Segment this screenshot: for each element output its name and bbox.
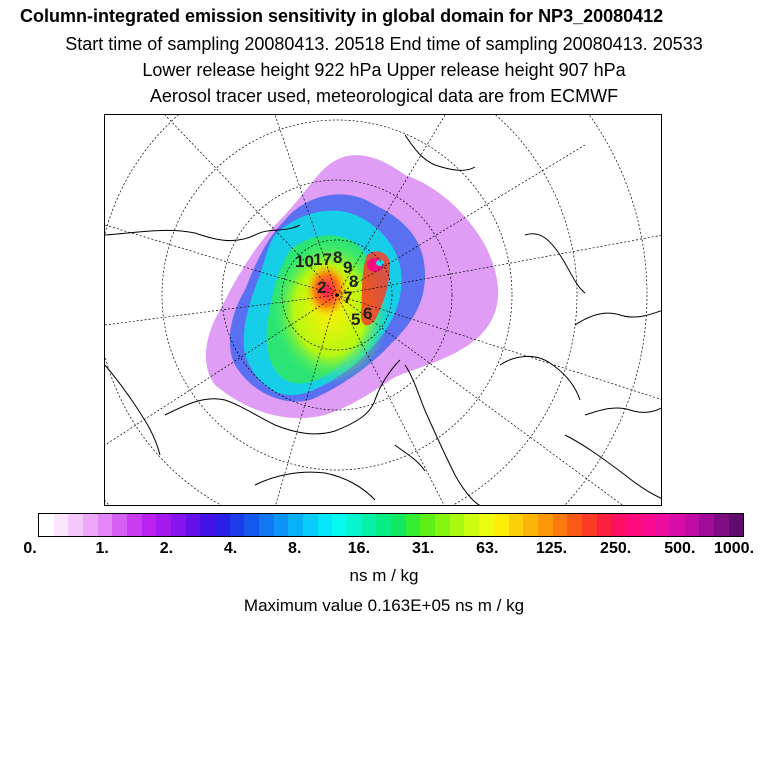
colorbar-cell <box>215 514 230 536</box>
colorbar-tick-label: 2. <box>159 540 174 557</box>
colorbar-cell <box>391 514 406 536</box>
colorbar-tick-label: 250. <box>600 540 632 557</box>
colorbar-cell <box>553 514 568 536</box>
plume-label: 6 <box>363 304 373 323</box>
colorbar-tick-label: 125. <box>535 540 568 557</box>
colorbar-tick-label: 63. <box>476 540 499 557</box>
colorbar-cell <box>303 514 318 536</box>
colorbar-cell <box>464 514 479 536</box>
colorbar-tick-label: 500. <box>664 540 696 557</box>
plume-label: 9 <box>343 258 353 277</box>
colorbar-cell <box>597 514 612 536</box>
colorbar-tick-label: 4. <box>223 540 238 557</box>
colorbar-cell <box>68 514 83 536</box>
plume-label: 10 <box>295 252 314 271</box>
release-height-info: Lower release height 922 hPa Upper release height 907 hPa <box>142 60 626 80</box>
tracer-info: Aerosol tracer used, meteorological data are from ECMWF <box>149 86 619 106</box>
colorbar-cell <box>420 514 435 536</box>
colorbar-cell <box>479 514 494 536</box>
colorbar <box>38 513 744 537</box>
colorbar-cell <box>171 514 186 536</box>
colorbar-cell <box>626 514 641 536</box>
plume-label: 5 <box>351 310 361 329</box>
colorbar-cell <box>509 514 524 536</box>
colorbar-cell <box>83 514 98 536</box>
colorbar-cell <box>112 514 127 536</box>
colorbar-cell <box>567 514 582 536</box>
plume-label: 8 <box>349 272 359 291</box>
plume-label: 7 <box>343 288 353 307</box>
colorbar-cell <box>538 514 553 536</box>
colorbar-cell <box>347 514 362 536</box>
colorbar-cell <box>435 514 450 536</box>
colorbar-cell <box>670 514 685 536</box>
colorbar-cell <box>685 514 700 536</box>
colorbar-cell <box>332 514 347 536</box>
plume-label: 8 <box>333 248 343 267</box>
colorbar-cell <box>714 514 729 536</box>
colorbar-tick-label: 8. <box>288 540 302 557</box>
colorbar-cell <box>274 514 289 536</box>
colorbar-cell <box>729 514 744 536</box>
colorbar-cell <box>655 514 670 536</box>
colorbar-cell <box>362 514 377 536</box>
colorbar-cell <box>54 514 69 536</box>
colorbar-cell <box>376 514 391 536</box>
colorbar-cell <box>288 514 303 536</box>
colorbar-cell <box>318 514 333 536</box>
colorbar-cell <box>142 514 157 536</box>
map-panel <box>104 114 662 506</box>
colorbar-tick-label: 31. <box>411 540 435 557</box>
colorbar-cell <box>450 514 465 536</box>
colorbar-cell <box>699 514 714 536</box>
plume-label: 2 <box>317 278 327 297</box>
colorbar-cell <box>259 514 274 536</box>
colorbar-cell <box>186 514 201 536</box>
maximum-value-label: Maximum value 0.163E+05 ns m / kg <box>243 596 525 615</box>
polar-map <box>105 115 662 506</box>
colorbar-cell <box>611 514 626 536</box>
sampling-time-info: Start time of sampling 20080413. 20518 End time of sampling 20080413. 20533 <box>65 34 703 54</box>
colorbar-cell <box>127 514 142 536</box>
colorbar-cell <box>39 514 54 536</box>
colorbar-cell <box>582 514 597 536</box>
colorbar-tick-label: 16. <box>347 540 371 557</box>
colorbar-cell <box>156 514 171 536</box>
colorbar-tick-label: 0. <box>23 540 37 557</box>
colorbar-cell <box>244 514 259 536</box>
colorbar-tick-label: 1000. <box>713 540 755 557</box>
map-title: Column-integrated emission sensitivity in global domain for NP3_20080412 <box>20 6 664 26</box>
colorbar-cell <box>494 514 509 536</box>
plume-label: 17 <box>313 250 332 269</box>
colorbar-cell <box>406 514 421 536</box>
colorbar-cell <box>200 514 215 536</box>
units-label: ns m / kg <box>349 566 419 585</box>
colorbar-tick-label: 1. <box>95 540 109 557</box>
colorbar-cell <box>98 514 113 536</box>
colorbar-cell <box>230 514 245 536</box>
colorbar-cell <box>523 514 538 536</box>
colorbar-cell <box>641 514 656 536</box>
